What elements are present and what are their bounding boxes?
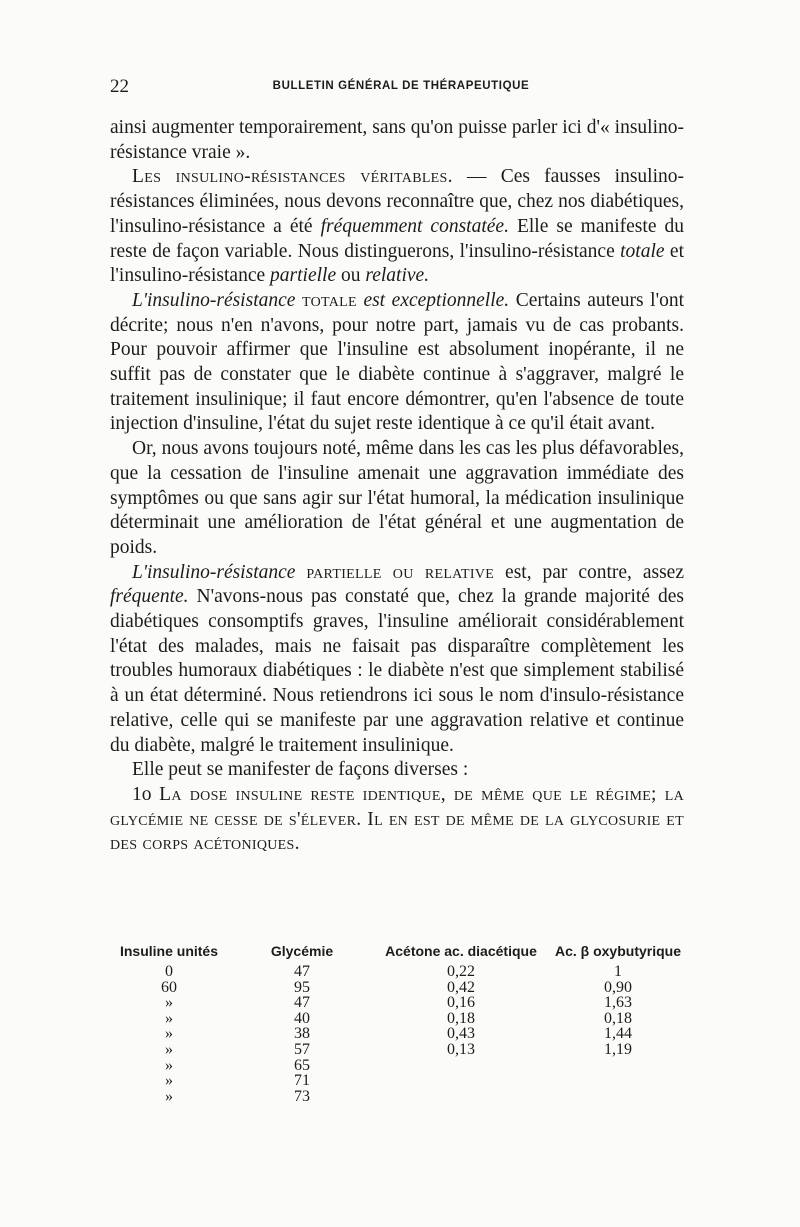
cell bbox=[546, 1089, 690, 1105]
paragraph-7 bbox=[110, 783, 684, 857]
table-row bbox=[110, 980, 690, 996]
text-run: Certains auteurs l'ont décrite; nous n'en n'avons, pour notre part, jamais vu de cas probants. Pour pouvoir affirmer que l'insuline est absolument inopérante, il ne suffit pas de constater que le diabète continue à s'aggraver, malgré le traitement insulinique; il faut encore démontrer, qu'en l'absence de toute injection d'insuline, l'état du sujet reste identique à ce qu'il était avant. bbox=[110, 289, 685, 435]
text-run: et l'insulino-résistance bbox=[110, 240, 684, 287]
header-glycemie: Glycémie bbox=[270, 943, 334, 959]
paragraph-1: ainsi augmenter temporairement, sans qu'on puisse parler ici d'« insulino-résistance vraie ». bbox=[110, 117, 684, 163]
header-acetone: Acétone ac. diacétique bbox=[385, 943, 537, 959]
table-row bbox=[110, 1011, 690, 1027]
table-row bbox=[110, 1089, 690, 1105]
text-run: ou bbox=[336, 265, 366, 287]
table-row bbox=[110, 1026, 690, 1042]
table-row bbox=[110, 1058, 690, 1074]
cell bbox=[376, 1089, 546, 1105]
cell bbox=[546, 1058, 690, 1074]
cell: 0 bbox=[165, 963, 173, 980]
text-run: — Ces fausses insulino-résistances éliminées, nous devons reconnaître que, chez nos diabétiques, l'insulino-résistance a été bbox=[110, 166, 685, 237]
cell: 65 bbox=[294, 1056, 310, 1074]
emphasis: est exceptionnelle. bbox=[363, 289, 510, 311]
cell: 1,19 bbox=[604, 1040, 632, 1058]
body-text bbox=[110, 116, 684, 857]
list-number: 1o bbox=[132, 783, 152, 805]
emphasis: L'insulino-résistance bbox=[132, 561, 296, 583]
emphasis: L'insulino-résistance bbox=[132, 289, 296, 311]
text-run: est, par contre, assez bbox=[494, 561, 684, 583]
emphasis: partielle bbox=[270, 265, 337, 287]
header-oxybutyrique: Ac. β oxybutyrique bbox=[554, 943, 681, 959]
cell: 0,90 bbox=[604, 978, 632, 996]
cell: » bbox=[165, 1040, 173, 1058]
table-row bbox=[110, 1073, 690, 1089]
cell bbox=[376, 1073, 546, 1089]
cell: 0,43 bbox=[447, 1025, 475, 1043]
cell: 95 bbox=[294, 978, 310, 996]
data-table bbox=[110, 944, 690, 1104]
cell: 73 bbox=[294, 1087, 310, 1105]
cell: » bbox=[165, 1056, 173, 1074]
small-caps-term: totale bbox=[302, 289, 357, 311]
table-row bbox=[110, 995, 690, 1011]
small-caps-heading: La dose insuline reste identique, de même que le régime; la glycémie ne cesse de s'élever. Il en est de même de la glycosurie et des corps acétoniques. bbox=[110, 783, 684, 855]
paragraph-5 bbox=[110, 561, 684, 759]
section-heading: Les insulino-résistances véritables. bbox=[132, 166, 453, 188]
cell: » bbox=[165, 1009, 173, 1027]
emphasis: totale bbox=[620, 240, 665, 262]
cell: 0,42 bbox=[447, 978, 475, 996]
page-number: 22 bbox=[110, 76, 129, 97]
cell: 0,18 bbox=[447, 1009, 475, 1027]
cell: 40 bbox=[294, 1009, 310, 1027]
table-header-row bbox=[110, 944, 690, 964]
cell: 1,63 bbox=[604, 994, 632, 1012]
paragraph-3 bbox=[110, 289, 684, 437]
cell: » bbox=[165, 1072, 173, 1090]
cell: » bbox=[165, 994, 173, 1012]
running-title: BULLETIN GÉNÉRAL DE THÉRAPEUTIQUE bbox=[272, 80, 530, 92]
cell: 60 bbox=[161, 978, 177, 996]
paragraph-4: Or, nous avons toujours noté, même dans les cas les plus défavorables, que la cessation de l'insuline amenait une aggravation immédiate des symptômes ou que sans agir sur l'état humoral, la médication insulinique déterminait une amélioration de l'état général et une augmentation de poids. bbox=[110, 438, 684, 558]
cell: 47 bbox=[294, 963, 310, 980]
header-insuline: Insuline unités bbox=[119, 943, 218, 959]
cell: » bbox=[165, 1087, 173, 1105]
cell: 57 bbox=[294, 1040, 310, 1058]
emphasis: relative. bbox=[365, 265, 430, 287]
cell: 0,13 bbox=[447, 1040, 475, 1058]
cell: 47 bbox=[294, 994, 310, 1012]
paragraph-6: Elle peut se manifester de façons diverses : bbox=[132, 759, 469, 781]
cell: 0,18 bbox=[604, 1009, 632, 1027]
emphasis: fréquente. bbox=[110, 586, 189, 608]
cell bbox=[546, 1073, 690, 1089]
cell: » bbox=[165, 1025, 173, 1043]
paragraph-2 bbox=[110, 165, 684, 289]
emphasis: fréquemment constatée. bbox=[320, 215, 509, 237]
cell: 1,44 bbox=[604, 1025, 632, 1043]
cell: 0,16 bbox=[447, 994, 475, 1012]
table-row bbox=[110, 1042, 690, 1058]
text-run: N'avons-nous pas constaté que, chez la grande majorité des diabétiques consomptifs graves, l'insuline améliorait considérablement l'état des malades, mais ne faisait pas disparaître complètement les troubles humoraux diabétiques : le diabète n'est que simplement stabilisé à un état déterminé. Nous retiendrons ici sous le nom d'insulo-résistance relative, celle qui se manifeste par une aggravation relative et continue du diabète, malgré le traitement insulinique. bbox=[110, 586, 684, 756]
text-run: Elle se manifeste du reste de façon variable. Nous distinguerons, l'insulino-résistance bbox=[110, 215, 684, 262]
cell bbox=[376, 1058, 546, 1074]
cell: 0,22 bbox=[447, 963, 475, 980]
cell: 1 bbox=[614, 963, 622, 980]
page-header bbox=[110, 76, 692, 100]
cell: 71 bbox=[294, 1072, 310, 1090]
table-row bbox=[110, 964, 690, 980]
small-caps-term: partielle ou relative bbox=[306, 561, 495, 583]
cell: 38 bbox=[294, 1025, 310, 1043]
